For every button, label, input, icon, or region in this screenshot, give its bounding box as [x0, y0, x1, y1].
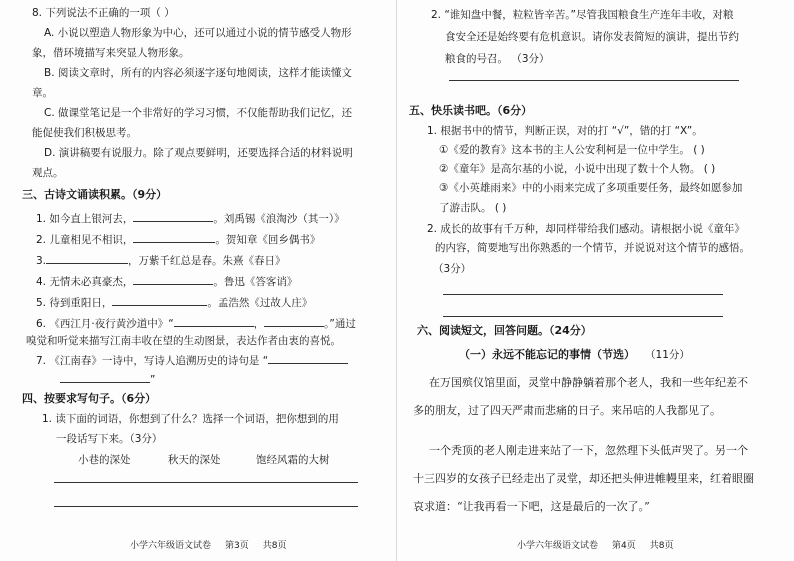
section5-q2-line3: （3分） — [433, 263, 472, 275]
word-options — [0, 452, 397, 466]
passage-title: （一）永远不能忘记的事情（节选） （11分） — [459, 348, 690, 361]
poem-line-3: 3. ，万紫千红总是春。朱熹《春日》 — [36, 255, 286, 267]
section5-item-2: ②《童年》是高尔基的小说，小说中出现了数十个人物。 ( ) — [439, 163, 716, 175]
q8-option-c-line2: 能促使我们积极思考。 — [32, 127, 137, 139]
poem-line-5: 5. 待到重阳日， 。孟浩然《过故人庄》 — [36, 297, 313, 309]
q8-option-c-line1: C. 做课堂笔记是一个非常好的学习习惯，不仅能帮助我们记忆，还 — [44, 107, 353, 119]
poem-line-6: 6. 《西江月·夜行黄沙道中》“ ， 。”通过 — [36, 318, 356, 330]
poem-line-4: 4. 无情未必真豪杰， 。鲁迅《答客诮》 — [36, 276, 298, 288]
poem-line-6-cont: 嗅觉和听觉来描写江南丰收在望的生动图景，表达作者由衷的喜悦。 — [26, 335, 341, 347]
q8-option-b-line2: 章。 — [32, 87, 53, 99]
passage-p2-line1: 一个秃顶的老人刚走进来站了一下，忽然理下头低声哭了。另一个 — [429, 444, 748, 457]
q8-option-a-line1: A. 小说以塑造人物形象为中心，还可以通过小说的情节感受人物形 — [44, 27, 352, 39]
passage-p1-line1: 在万国殡仪馆里面，灵堂中静静躺着那个老人，我和一些年纪差不 — [429, 376, 748, 389]
section5-q2-line2: 的内容，简要地写出你熟悉的一个情节，并说说对这个情节的感悟。 — [435, 242, 750, 254]
q8-option-d-line1: D. 演讲稿要有说服力。除了观点要鲜明，还要选择合适的材料说明 — [44, 147, 353, 159]
poem-line-2: 2. 儿童相见不相识， 。贺知章《回乡偶书》 — [36, 234, 321, 246]
q8-option-a-line2: 象，借环境描写来突显人物形象。 — [32, 47, 190, 59]
answer-line[interactable] — [54, 482, 358, 483]
answer-line[interactable] — [443, 316, 723, 317]
passage-p1-line2: 多的朋友，过了四天严肃而悲痛的日子。来吊唁的人我都见了。 — [413, 404, 721, 417]
passage-p2-line2: 十三四岁的女孩子已经走出了灵堂，却还把头伸进帷幔里来，红着眼圈 — [413, 472, 754, 485]
answer-blank[interactable] — [264, 316, 324, 327]
word-option[interactable]: 小巷的深处 — [78, 454, 131, 466]
section4-q1-line2: 一段话写下来。（3分） — [56, 433, 163, 445]
section6-title: 六、阅读短文，回答问题。（24分） — [417, 324, 592, 337]
answer-blank[interactable] — [268, 353, 348, 364]
page-footer: 小学六年级语文试卷 第4页 共8页 — [517, 541, 674, 551]
section4-title: 四、按要求写句子。（6分） — [22, 392, 157, 405]
section5-item-1: ①《爱的教育》这本书的主人公安利柯是一位中学生。 ( ) — [439, 144, 705, 156]
section4-q1-line1: 1. 读下面的词语，你想到了什么？选择一个词语，把你想到的用 — [42, 413, 339, 425]
section5-title: 五、快乐读书吧。（6分） — [409, 104, 533, 117]
answer-blank[interactable] — [133, 232, 215, 243]
q8-option-b-line1: B. 阅读文章时，所有的内容必须逐字逐句地阅读，这样才能读懂文 — [44, 67, 352, 79]
word-option[interactable]: 饱经风霜的大树 — [256, 454, 330, 466]
answer-blank[interactable] — [46, 253, 128, 264]
section5-item-3-line2: 了游击队。 ( ) — [439, 202, 507, 214]
page-footer: 小学六年级语文试卷 第3页 共8页 — [130, 541, 287, 551]
answer-line[interactable] — [54, 506, 358, 507]
q2-line1: 2. “谁知盘中餐，粒粒皆辛苦。”尽管我国粮食生产连年丰收，对粮 — [431, 9, 734, 21]
section3-title: 三、古诗文诵读积累。（9分） — [22, 188, 168, 201]
passage-p2-line3: 哀求道：“让我再看一下吧，这是最后的一次了。” — [413, 500, 650, 513]
word-option[interactable]: 秋天的深处 — [168, 454, 221, 466]
q2-line3: 粮食的号召。 （3分） — [445, 53, 550, 65]
poem-line-1: 1. 如今直上银河去， 。刘禹锡《浪淘沙（其一）》 — [36, 213, 345, 225]
poem-line-7: 7. 《江南春》一诗中，写诗人追溯历史的诗句是 “ — [36, 353, 348, 368]
answer-line[interactable] — [443, 294, 723, 295]
answer-blank[interactable] — [112, 295, 207, 306]
q2-line2: 食安全还是始终要有危机意识。请你发表简短的演讲，提出节约 — [445, 31, 739, 43]
section5-q2-line1: 2. 成长的故事有千万种，却同样带给我们感动。请根据小说《童年》 — [427, 223, 745, 235]
answer-blank[interactable] — [133, 211, 213, 222]
answer-blank[interactable] — [174, 316, 254, 327]
q8-option-d-line2: 观点。 — [32, 167, 64, 179]
right-page — [397, 0, 794, 561]
section5-q1: 1. 根据书中的情节，判断正误，对的打 “√”，错的打 “X”。 — [427, 125, 703, 137]
answer-blank[interactable] — [60, 372, 150, 383]
section5-item-3-line1: ③《小英雄雨来》中的小雨来完成了多项重要任务，最终如愿参加 — [439, 182, 743, 194]
answer-blank[interactable] — [133, 274, 213, 285]
answer-line[interactable] — [449, 80, 739, 81]
q8-stem: 8. 下列说法不正确的一项（ ） — [32, 7, 175, 19]
poem-line-7-cont: ” — [60, 372, 155, 387]
